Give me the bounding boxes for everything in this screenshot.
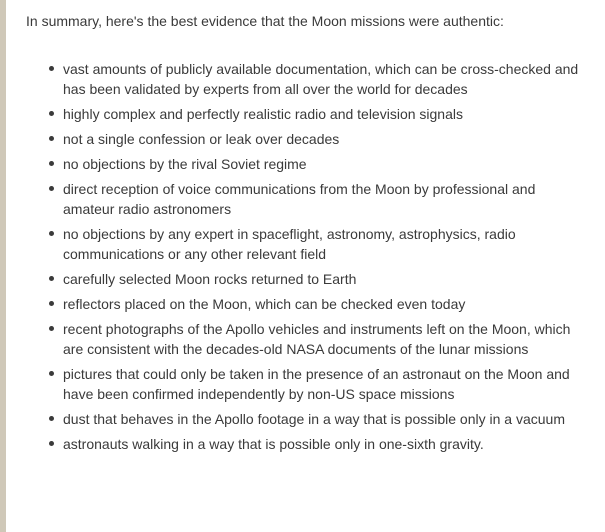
- left-border-rule: [0, 0, 6, 532]
- list-item: carefully selected Moon rocks returned to Earth: [63, 269, 586, 289]
- list-item: vast amounts of publicly available documentation, which can be cross-checked and has been validated by experts from all over the world for decades: [63, 59, 586, 99]
- list-item: highly complex and perfectly realistic radio and television signals: [63, 104, 586, 124]
- list-item: pictures that could only be taken in the presence of an astronaut on the Moon and have been confirmed independently by non-US space missions: [63, 364, 586, 404]
- intro-paragraph: In summary, here's the best evidence that the Moon missions were authentic:: [26, 13, 504, 29]
- list-item: no objections by the rival Soviet regime: [63, 154, 586, 174]
- list-item: reflectors placed on the Moon, which can be checked even today: [63, 294, 586, 314]
- list-item: direct reception of voice communications from the Moon by professional and amateur radio astronomers: [63, 179, 586, 219]
- list-item: astronauts walking in a way that is possible only in one-sixth gravity.: [63, 434, 586, 454]
- list-item: recent photographs of the Apollo vehicles and instruments left on the Moon, which are consistent with the decades-old NASA documents of the lunar missions: [63, 319, 586, 359]
- list-item: no objections by any expert in spaceflight, astronomy, astrophysics, radio communications or any other relevant field: [63, 224, 586, 264]
- list-item: dust that behaves in the Apollo footage in a way that is possible only in a vacuum: [63, 409, 586, 429]
- evidence-list: [26, 59, 586, 454]
- list-item: not a single confession or leak over decades: [63, 129, 586, 149]
- article-content: [26, 11, 586, 459]
